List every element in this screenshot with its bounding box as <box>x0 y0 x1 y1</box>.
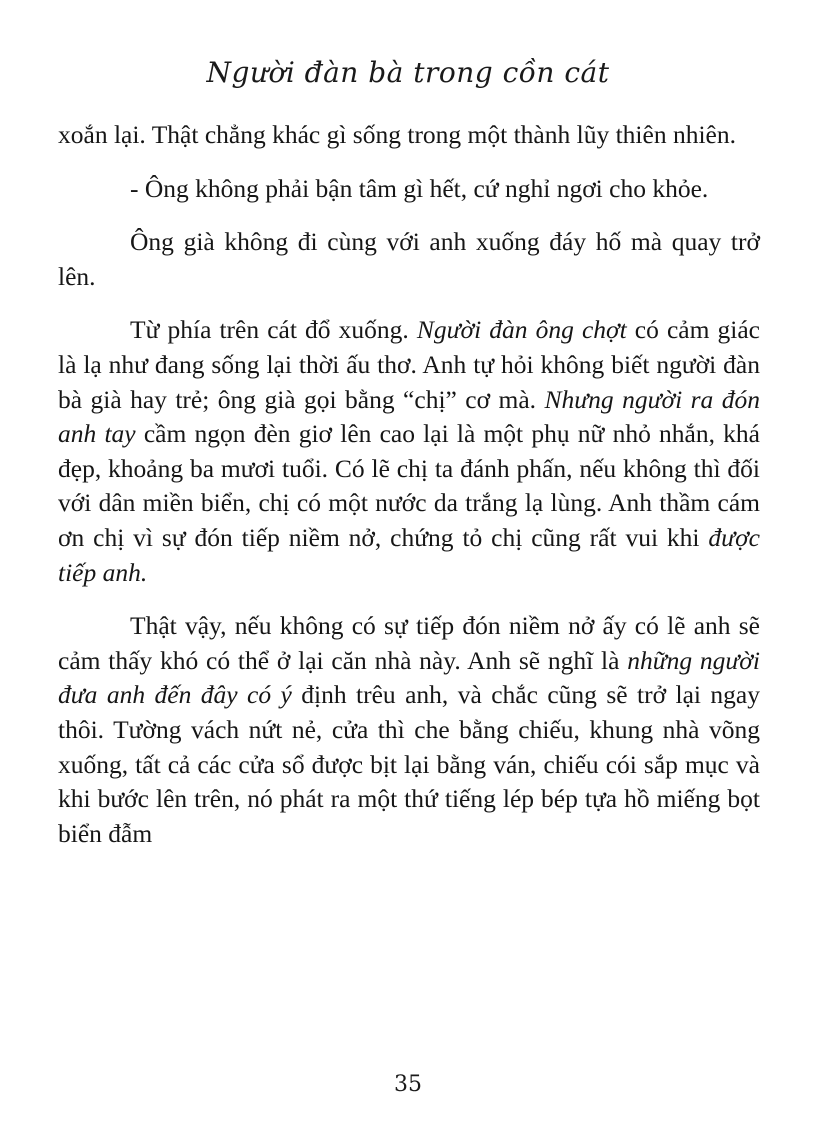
running-title: Người đàn bà trong cồn cát <box>206 56 610 89</box>
paragraph <box>58 609 760 851</box>
text-segment: xoắn lại. Thật chẳng khác gì sống trong một thành lũy thiên nhiên. <box>58 120 736 149</box>
text-segment: Ông già không đi cùng với anh xuống đáy hố mà quay trở lên. <box>58 227 760 291</box>
paragraph <box>58 225 760 294</box>
italic-segment: Nhưng người ra đón anh tay <box>58 384 760 449</box>
text-segment: có cảm giác là lạ như đang sống lại thời ấu thơ. Anh tự hỏi không biết người đàn bà già hay trẻ; ông già gọi bằng “chị” cơ mà. <box>58 315 760 414</box>
paragraph <box>58 118 760 153</box>
paragraph <box>58 313 760 590</box>
text-segment: cầm ngọn đèn giơ lên cao lại là một phụ nữ nhỏ nhắn, khá đẹp, khoảng ba mươi tuổi. Có lẽ chị ta đánh phấn, nếu không thì đối với dân miền biển, chị có một nước da trắng lạ lùng. Anh thầm cám ơn chị vì sự đón tiếp niềm nở, chứng tỏ chị cũng rất vui khi <box>58 419 760 552</box>
italic-segment: Người đàn ông chợt <box>416 315 627 345</box>
page-number: 35 <box>394 1072 422 1097</box>
text-segment: Từ phía trên cát đổ xuống. <box>130 315 417 345</box>
text-segment: Thật vậy, nếu không có sự tiếp đón niềm nở ấy có lẽ anh sẽ cảm thấy khó có thể ở lại căn nhà này. Anh sẽ nghĩ là <box>58 611 760 675</box>
italic-segment: những người đưa anh đến đây có ý <box>58 645 760 710</box>
text-segment: - Ông không phải bận tâm gì hết, cứ nghỉ ngơi cho khỏe. <box>130 173 709 203</box>
body-text <box>58 118 760 870</box>
text-segment: định trêu anh, và chắc cũng sẽ trở lại ngay thôi. Tường vách nứt nẻ, cửa thì che bằng chiếu, khung nhà võng xuống, tất cả các cửa sổ được bịt lại bằng ván, chiếu cói sắp mục và khi bước lên trên, nó phát ra một thứ tiếng lép bép tựa hồ miếng bọt biển đẫm <box>58 680 760 848</box>
paragraph-dialogue <box>58 172 760 207</box>
italic-segment: được tiếp anh. <box>58 522 760 587</box>
